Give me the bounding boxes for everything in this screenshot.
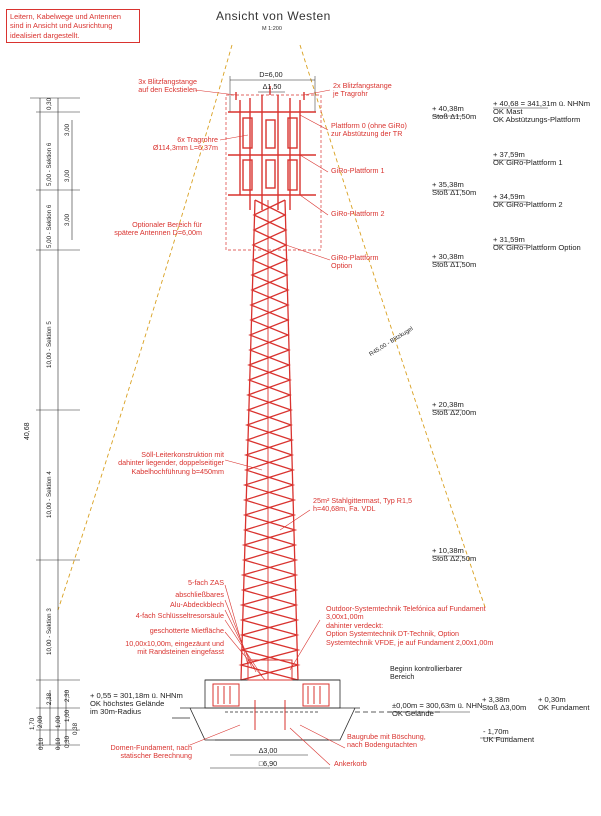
dim-segment: 10,00 - Sektion 4 — [46, 471, 53, 518]
level-3-38: + 3,38m Stoß Δ3,00m — [482, 695, 527, 713]
level-40-38: + 40,38m Stoß Δ1,50m — [432, 104, 477, 122]
callout-blitz-tube: 2x Blitzfangstange je Tragrohr — [333, 81, 392, 99]
callout-giro-option: GiRo-Plattform Option — [331, 253, 379, 271]
dim-segment: 10,00 - Sektion 5 — [46, 321, 53, 368]
dim-inner: 3,00 — [64, 123, 71, 136]
callout-plattform0: Plattform 0 (ohne GiRo) zur Abstützung der TR — [331, 121, 407, 139]
callout-schotter: geschotterte Mietfläche — [149, 626, 224, 635]
level-ground: ±0,00m = 300,63m ü. NHN OK Gelände — [392, 701, 483, 719]
level-ok-mast: + 40,68 = 341,31m ü. NHNm OK Mast OK Abstützungs-Plattform — [493, 99, 591, 125]
note-line: Leitern, Kabelwege und Antennen — [10, 12, 121, 21]
callout-ankerkorb: Ankerkorb — [334, 759, 367, 768]
callout-bereich: Beginn kontrollierbarer Bereich — [390, 664, 463, 682]
callout-outdoor: Outdoor-Systemtechnik Telefónica auf Fundament 3,00x1,00m dahinter verdeckt: Option Systemtechnik DT-Technik, Option Systemtechnik VFDE, je auf Fundament 2,00x1,00m — [326, 604, 494, 647]
total-height-label: 40,68 — [24, 422, 31, 440]
blitzkugel-arc-left — [58, 45, 232, 610]
callout-alu: Alu-Abdeckblech — [170, 600, 224, 609]
callout-mast: 25m² Stahlgittermast, Typ R1,5 h=40,68m, Fa. VDL — [313, 496, 412, 514]
dim-inner: 2,30 — [64, 689, 71, 702]
callout-fundament: Domen-Fundament, nach statischer Berechnung — [110, 743, 192, 761]
dim-inner: 3,00 — [64, 213, 71, 226]
dim-outer: 1,70 — [29, 717, 36, 730]
callout-mietflaeche: 10,00x10,00m, eingezäunt und mit Randsteinen eingefasst — [125, 639, 224, 657]
level-highest-ground: + 0,55 = 301,18m ü. NHNm OK höchstes Gelände im 30m-Radius — [90, 691, 183, 717]
dim-segment: 0,10 — [38, 737, 45, 750]
dim-segment: 5,00 - Sektion 6 — [46, 142, 53, 186]
dim-segment: 5,00 - Sektion 6 — [46, 204, 53, 248]
bottom-dim-label-2: □6,90 — [258, 759, 278, 768]
left-dim-chain — [30, 98, 80, 750]
callout-leaders — [190, 90, 345, 765]
callout-baugrube: Baugrube mit Böschung, nach Bodengutachten — [347, 732, 426, 750]
top-width-label: D=6,00 — [259, 70, 283, 79]
level-uk-fundament: - 1,70m UK Fundament — [483, 727, 535, 745]
level-giro2: + 34,59m OK GiRo-Plattform 2 — [493, 192, 563, 210]
note-line: sind in Ansicht und Ausrichtung — [10, 21, 113, 31]
callout-zas: 5-fach ZAS — [188, 578, 224, 587]
dim-inner: 3,00 — [64, 169, 71, 182]
level-ok-fundament: + 0,30m OK Fundament — [538, 695, 590, 713]
dim-segment: 0,30 — [46, 97, 53, 110]
dim-inner: 1,00 — [64, 709, 71, 722]
dim-outer: 2,00 — [37, 715, 44, 728]
bottom-dim-label-1: Δ3,00 — [258, 746, 278, 755]
dim-inner: 0,30 — [64, 735, 71, 748]
blitzkugel-label: R45,00 - Blitzkugel — [368, 326, 415, 358]
top-inner-label: Δ1,50 — [262, 82, 282, 91]
dim-segment: 1,00 — [55, 715, 62, 728]
dim-segment: 2,38 — [46, 692, 53, 705]
dim-outer: 0,38 — [72, 722, 79, 735]
drawing-title: Ansicht von Westen — [216, 9, 331, 23]
level-35-38: + 35,38m Stoß Δ1,50m — [432, 180, 477, 198]
callout-tragrohre: 6x Tragrohre Ø114,3mm L=6,37m — [152, 135, 218, 153]
callout-giro1: GiRo-Plattform 1 — [331, 166, 385, 175]
dim-segment: 10,00 - Sektion 3 — [46, 608, 53, 655]
antenna-head — [228, 86, 316, 210]
callout-schluessel: 4-fach Schlüsseltresorsäule — [135, 611, 224, 620]
level-10-38: + 10,38m Stoß Δ2,50m — [432, 546, 477, 564]
level-30-38: + 30,38m Stoß Δ1,50m — [432, 252, 477, 270]
note-line: idealisiert dargestellt. — [10, 30, 80, 40]
callout-ladder: Söll-Leiterkonstruktion mit dahinter liegender, doppelseitiger Kabelhochführung b=450mm — [118, 450, 224, 476]
callout-giro2: GiRo-Plattform 2 — [331, 209, 385, 218]
level-giro-option: + 31,59m OK GiRo-Plattform Option — [493, 235, 581, 253]
callout-blitz-corner: 3x Blitzfangstange auf den Eckstielen — [138, 77, 197, 95]
level-giro1: + 37,59m OK GiRo-Plattform 1 — [493, 150, 563, 168]
dim-segment: 0,10 — [55, 737, 62, 750]
foundation-boxes — [213, 660, 329, 730]
lattice-mast — [241, 200, 298, 680]
drawing-scale: M 1:200 — [262, 26, 282, 32]
callout-abschliess: abschließbares — [175, 590, 224, 599]
level-20-38: + 20,38m Stoß Δ2,00m — [432, 400, 477, 418]
callout-optional-area: Optionaler Bereich für spätere Antennen D=6,00m — [114, 220, 202, 238]
